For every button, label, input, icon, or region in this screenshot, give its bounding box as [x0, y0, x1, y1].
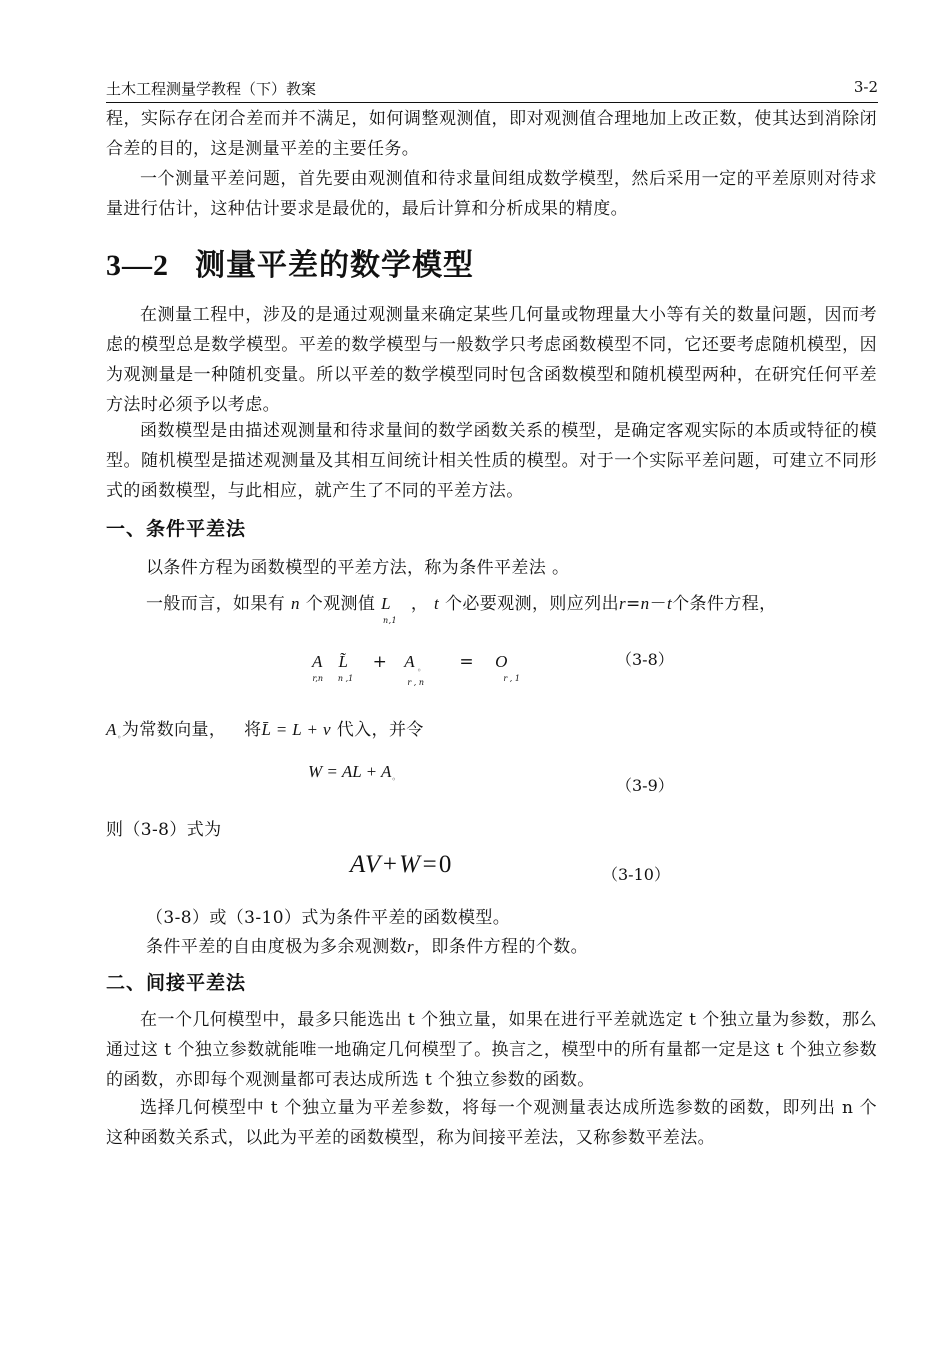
paragraph-3: 在测量工程中，涉及的是通过观测量来确定某些几何量或物理量大小等有关的数量问题，因而考虑的模型总是数学模型。平差的数学模型与一般数学只考虑函数模型不同，它还要考虑随机模型，因为观测量是一种随机变量。所以平差的数学模型同时包含函数模型和随机模型两种，在研究任何平差方法时必须予以考虑。	[106, 305, 877, 415]
line2-text-c: ，	[410, 594, 429, 614]
eq38-O-subscript: r , 1	[503, 674, 520, 683]
equation-number-3-8: （3-8）	[616, 650, 674, 669]
paragraph-5: 在一个几何模型中，最多只能选出 t 个独立量，如果在进行平差就选定 t 个独立量为参数，那么通过这 t 个独立参数就能唯一地确定几何模型了。换言之，模型中的所有量都一定是这 t 个独立参数的函数，亦即每个观测量都可表达成所选 t 个独立参数的函数。	[106, 1010, 877, 1090]
eq38-O: O	[495, 652, 508, 671]
eq38-A0-subscript: r , n	[407, 678, 425, 687]
eq310-formula: AV+W=	[350, 851, 439, 878]
eq38-L: L̃	[338, 652, 348, 671]
text-line-4: 则（3-8）式为	[106, 820, 222, 840]
paragraph-6: 选择几何模型中 t 个独立量为平差参数，将每一个观测量表达成所选参数的函数，即列出 n 个这种函数关系式，以此为平差的函数模型，称为间接平差法，又称参数平差法。	[106, 1098, 877, 1148]
eq38-A0-mark: ◦	[416, 666, 422, 675]
text-line-1: 以条件方程为函数模型的平差方法，称为条件平差法 。	[146, 558, 570, 578]
paragraph-2: 一个测量平差问题，首先要由观测值和待求量间组成数学模型，然后采用一定的平差原则对待求量进行估计，这种估计要求是最优的，最后计算和分析成果的精度。	[106, 169, 877, 219]
var-L: L	[381, 594, 392, 613]
line2-text-d: 个必要观测，则应列出	[444, 594, 619, 614]
line2-text-a: 一般而言，如果有	[146, 594, 286, 614]
line2-eq: =	[626, 594, 641, 614]
line2-text-b: 个观测值	[305, 594, 376, 614]
paragraph-4: 函数模型是由描述观测量和待求量间的数学函数关系的模型，是确定客观实际的本质或特征的模型。随机模型是描述观测量及其相互间统计相关性质的模型。对于一个实际平差问题，可建立不同形式的函数模型，与此相应，就产生了不同的平差方法。	[106, 421, 877, 501]
var-r: r	[618, 594, 627, 613]
equation-3-9	[308, 762, 396, 782]
line2-minus: －	[649, 594, 667, 614]
line2-text-g: 个条件方程，	[672, 594, 777, 614]
var-r-2: r	[407, 937, 415, 956]
eq38-A: A	[312, 652, 323, 671]
section-number: 3—2	[106, 249, 169, 282]
equation-3-10	[350, 851, 452, 879]
text-line-3	[106, 715, 424, 740]
text-line-2	[146, 589, 777, 625]
page-header	[106, 76, 878, 103]
eq38-L-subscript: n ,1	[337, 674, 354, 683]
line3-text-a: 为常数向量，	[121, 720, 227, 740]
var-A0-subscript: ◦	[116, 733, 122, 742]
header-title: 土木工程测量学教程（下）教案	[106, 80, 317, 98]
var-n2: n	[640, 594, 650, 613]
eq39-subscript: ◦	[391, 775, 397, 784]
eq38-A-subscript: r,n	[312, 674, 324, 683]
paragraph-1: 程，实际存在闭合差而并不满足，如何调整观测值，即对观测值合理地加上改正数，使其达到消除闭合差的目的，这是测量平差的主要任务。	[106, 109, 877, 159]
header-page-number: 3-2	[853, 78, 878, 96]
text-line-5: （3-8）或（3-10）式为条件平差的函数模型。	[146, 908, 511, 928]
line6-text-a: 条件平差的自由度极为多余观测数	[146, 937, 407, 957]
text-line-6	[146, 932, 588, 957]
line3-text-b: 将	[244, 720, 262, 740]
var-n: n	[291, 594, 300, 613]
var-A0: A	[106, 720, 117, 739]
equation-number-3-10: （3-10）	[602, 865, 670, 884]
eq39-formula: W = AL + A	[308, 762, 392, 781]
eq38-A0: A	[404, 652, 415, 671]
equation-3-8	[312, 652, 524, 687]
line3-text-c: 代入，并令	[336, 720, 424, 740]
section-title: 测量平差的数学模型	[195, 248, 474, 283]
var-L-subscript: n,1	[383, 616, 398, 625]
section-heading	[106, 240, 474, 284]
eq38-equals: =	[459, 652, 474, 672]
substitution-formula: L̄ = L + v	[261, 720, 331, 739]
eq38-plus: +	[372, 652, 387, 672]
subsection-heading-2: 二、间接平差法	[106, 972, 247, 994]
var-t2: t	[666, 594, 673, 613]
line6-text-b: ，即条件方程的个数。	[414, 937, 589, 957]
equation-number-3-9: （3-9）	[616, 776, 674, 795]
subsection-heading-1: 一、条件平差法	[106, 518, 247, 540]
eq310-zero: 0	[438, 851, 453, 878]
var-t: t	[434, 594, 440, 613]
